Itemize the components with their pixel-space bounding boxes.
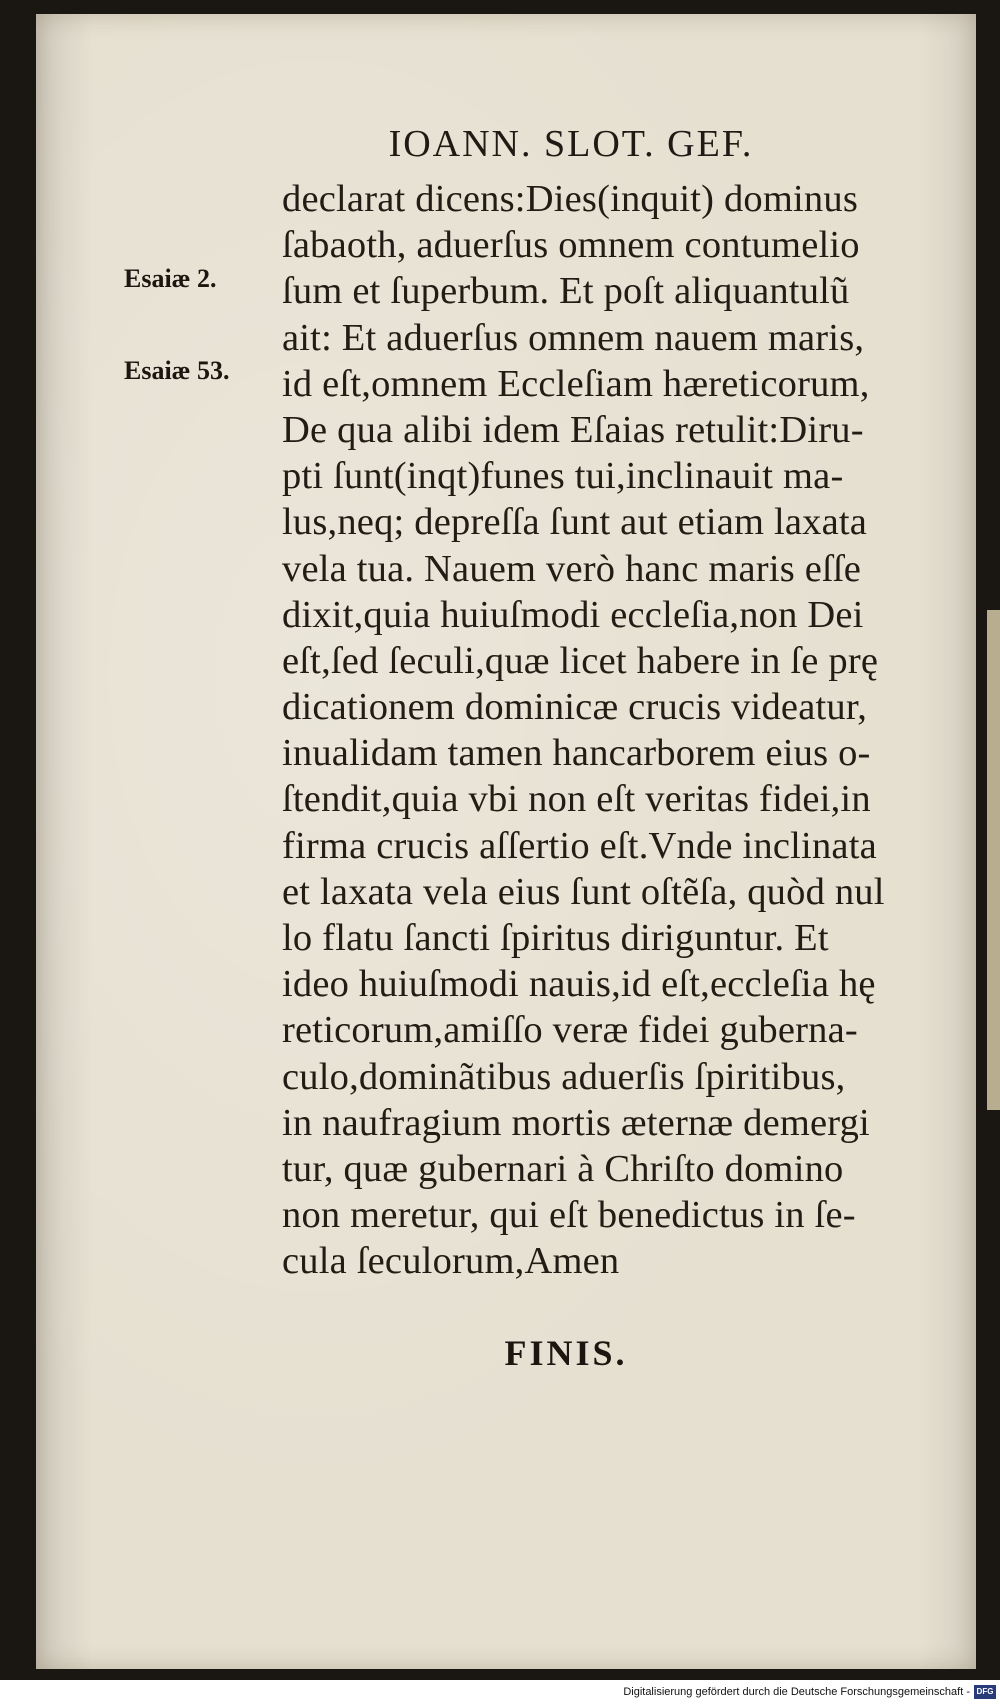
text-line: dicationem dominicæ crucis videatur, bbox=[282, 686, 868, 729]
dfg-logo: DFG bbox=[974, 1685, 996, 1699]
text-line: dixit,quia huiuſmodi eccleſia,non Dei bbox=[282, 593, 864, 636]
text-line: tur, quæ gubernari à Chriſto domino bbox=[282, 1147, 844, 1190]
footer-credit-bar bbox=[0, 1680, 1000, 1704]
text-line: ideo huiuſmodi nauis,id eſt,eccleſia hę bbox=[282, 963, 876, 1006]
text-line: reticorum,amiſſo veræ fidei guberna- bbox=[282, 1009, 858, 1052]
text-line: declarat dicens:Dies(inquit) dominus bbox=[282, 178, 858, 220]
text-line: non meretur, qui eſt benedictus in ſe- bbox=[282, 1194, 856, 1237]
text-line: ſabaoth, aduerſus omnem contumelio bbox=[282, 224, 860, 267]
marginal-note-esaiae-53: Esaiæ 53. bbox=[124, 356, 230, 385]
text-line: ait: Et aduerſus omnem nauem maris, bbox=[282, 316, 865, 359]
running-head: IOANN. SLOT. GEF. bbox=[388, 123, 754, 165]
text-line: pti ſunt(inqt)funes tui,inclinauit ma- bbox=[282, 455, 844, 498]
body-text bbox=[282, 176, 972, 1285]
text-line: De qua alibi idem Eſaias retulit:Diru- bbox=[282, 408, 864, 451]
marginal-note-esaiae-2: Esaiæ 2. bbox=[124, 264, 217, 293]
text-line: culo,dominãtibus aduerſis ſpiritibus, bbox=[282, 1055, 846, 1098]
book-page bbox=[36, 14, 976, 1669]
text-line: eſt,ſed ſeculi,quæ licet habere in ſe prę bbox=[282, 639, 879, 682]
adjacent-page-edge bbox=[987, 610, 1000, 1110]
text-line: ſtendit,quia vbi non eſt veritas fidei,in bbox=[282, 778, 871, 821]
text-line: vela tua. Nauem verò hanc maris eſſe bbox=[282, 547, 862, 590]
text-line: lus,neq; depreſſa ſunt aut etiam laxata bbox=[282, 501, 868, 544]
text-line: cula ſeculorum,Amen bbox=[282, 1240, 620, 1283]
text-line: ſum et ſuperbum. Et poſt aliquantulũ bbox=[282, 270, 850, 313]
text-line: in naufragium mortis æternæ demergi bbox=[282, 1101, 870, 1144]
text-line: id eſt,omnem Eccleſiam hæreticorum, bbox=[282, 362, 870, 405]
footer-credit-text: Digitalisierung gefördert durch die Deutsche Forschungsgemeinschaft - bbox=[623, 1686, 970, 1698]
finis-heading: FINIS. bbox=[504, 1333, 628, 1373]
text-line: inualidam tamen hancarborem eius o- bbox=[282, 732, 871, 775]
text-line: lo flatu ſancti ſpiritus diriguntur. Et bbox=[282, 917, 829, 959]
text-line: firma crucis aſſertio eſt.Vnde inclinata bbox=[282, 824, 877, 867]
text-line: et laxata vela eius ſunt oſtẽſa, quòd nul bbox=[282, 870, 885, 913]
